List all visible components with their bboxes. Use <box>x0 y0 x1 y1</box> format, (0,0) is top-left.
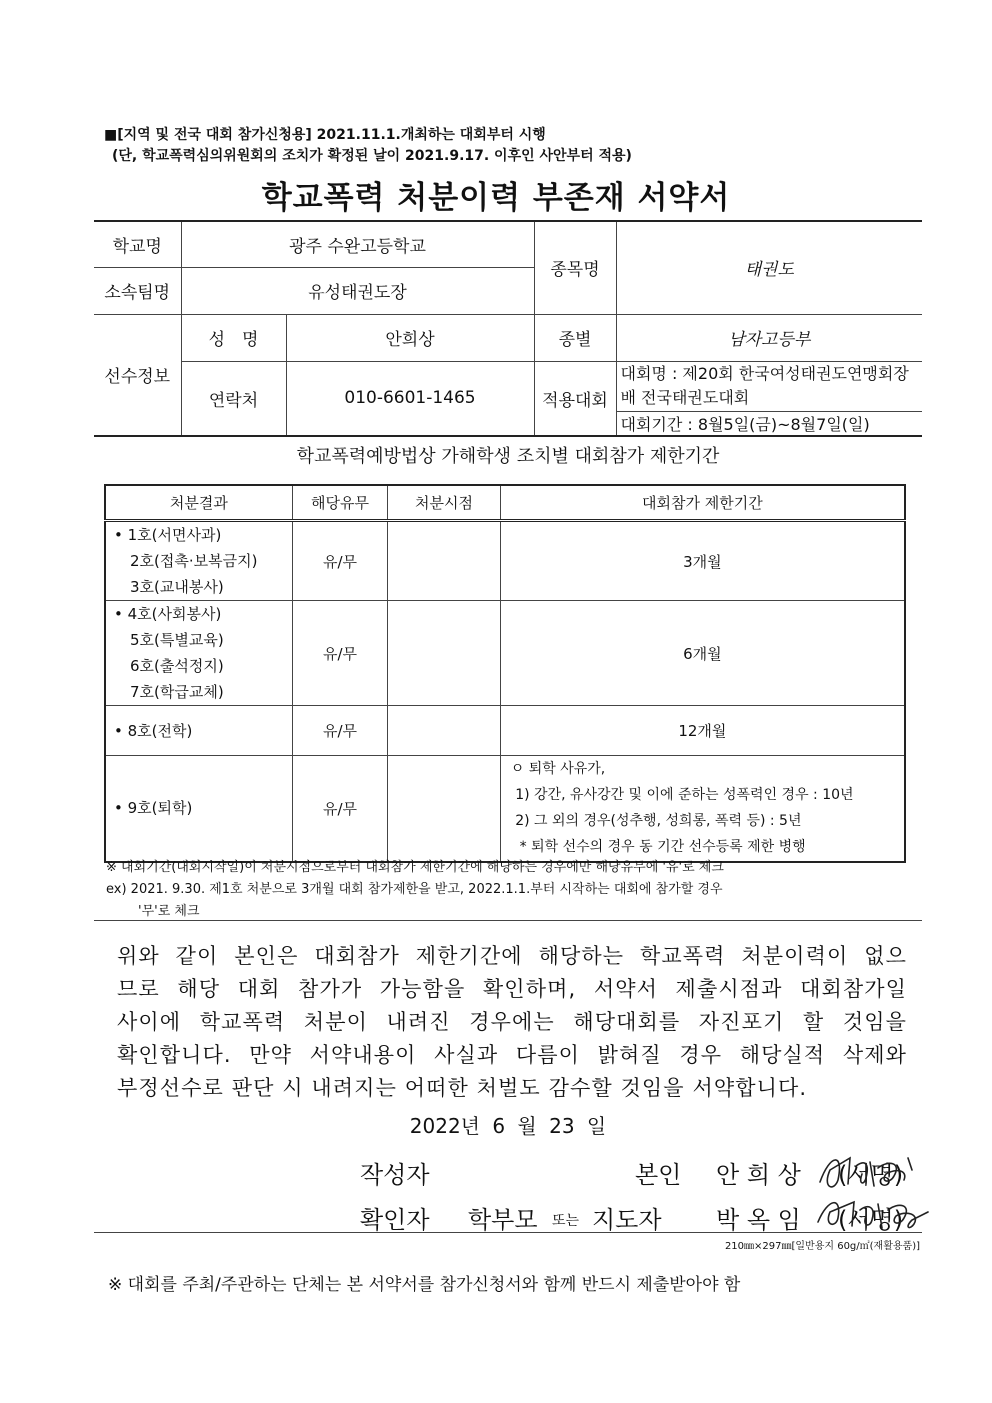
competition-label: 적용대회 <box>534 361 616 436</box>
limit-period: 3개월 <box>500 521 905 601</box>
self-label: 본인 <box>635 1161 682 1189</box>
event-value: 태권도 <box>616 221 922 314</box>
col-header-limit: 대회참가 제한기간 <box>500 485 905 521</box>
measure-item: 7호(학급교체) <box>130 683 224 701</box>
pledge-line: 부정선수로 판단 시 내려지는 어떠한 처벌도 감수할 것임을 서약합니다. <box>117 1076 808 1100</box>
applies-checkbox[interactable]: 유/무 <box>292 706 388 756</box>
expulsion-line: * 퇴학 선수의 경우 동 기간 선수등록 제한 병행 <box>510 839 806 856</box>
measure-item: • 1호(서면사과) <box>114 526 222 544</box>
event-label: 종목명 <box>534 221 616 314</box>
competition-name: 대회명 : 제20회 한국여성태권도연맹회장배 전국태권도대회 <box>616 361 922 411</box>
header-note-line1: ■[지역 및 전국 대회 참가신청용] 2021.11.1.개최하는 대회부터 시행 <box>104 127 546 143</box>
signature-divider <box>94 1232 922 1233</box>
measure-item: • 4호(사회봉사) <box>114 605 222 623</box>
name-value: 안희상 <box>286 314 534 361</box>
header-note-line2: (단, 학교폭력심의위원회의 조치가 확정된 날이 2021.9.17. 이후인 사안부터 적용) <box>112 148 632 164</box>
table-row <box>105 601 905 706</box>
school-label: 학교명 <box>94 221 181 267</box>
contact-label: 연락처 <box>181 361 286 436</box>
measure-cell <box>105 521 292 601</box>
paper-spec: 210㎜×297㎜[일반용지 60g/㎡(재활용품)] <box>724 1241 920 1252</box>
measure-item: 2호(접촉·보복금지) <box>130 552 258 570</box>
category-label: 종별 <box>534 314 616 361</box>
coach-name: 박 옥 임 <box>716 1206 801 1234</box>
pledge-line: 확인합니다. 만약 서약내용이 사실과 다름이 밝혀질 경우 해당실적 삭제와 <box>117 1043 907 1067</box>
confirmer-label: 확인자 <box>360 1206 430 1234</box>
expulsion-limit-cell <box>500 756 905 862</box>
table-row <box>105 756 905 862</box>
expulsion-line: 1) 강간, 유사강간 및 이에 준하는 성폭력인 경우 : 10년 <box>510 787 854 804</box>
player-info-label: 선수정보 <box>94 314 181 436</box>
or-label: 또는 <box>552 1213 580 1229</box>
team-value: 유성태권도장 <box>181 267 534 314</box>
col-header-applies: 해당유무 <box>292 485 388 521</box>
document-title: 학교폭력 처분이력 부존재 서약서 <box>261 180 731 216</box>
measure-item: • 9호(퇴학) <box>114 799 193 818</box>
expulsion-line: 2) 그 외의 경우(성추행, 성희롱, 폭력 등) : 5년 <box>510 813 802 830</box>
category-value: 남자고등부 <box>616 314 922 361</box>
pledge-line: 므로 해당 대회 참가가 가능함을 확인하며, 서약서 제출시점과 대회참가일 <box>117 977 907 1001</box>
footnote-1: ※ 대회기간(대회시작일)이 처분시점으로부터 대회참가 제한기간에 해당하는 경우에만 해당유무에 '유'로 체크 <box>106 860 724 875</box>
disposition-date-cell[interactable] <box>388 706 500 756</box>
measure-cell <box>105 706 292 756</box>
table-row <box>105 521 905 601</box>
disposition-date-cell[interactable] <box>388 601 500 706</box>
parent-label: 학부모 <box>468 1206 538 1234</box>
pledge-date: 2022년 6 월 23 일 <box>409 1114 607 1138</box>
footnote-2: ex) 2021. 9.30. 제1호 처분으로 3개월 대회 참가제한을 받고, 2022.1.1.부터 시작하는 대회에 참가할 경우 <box>106 882 723 897</box>
school-value: 광주 수완고등학교 <box>181 221 534 267</box>
team-label: 소속팀명 <box>94 267 181 314</box>
divider <box>94 920 922 921</box>
coach-label: 지도자 <box>592 1206 662 1234</box>
measure-cell <box>105 756 292 862</box>
applies-checkbox[interactable]: 유/무 <box>292 601 388 706</box>
measure-cell <box>105 601 292 706</box>
disposition-date-cell[interactable] <box>388 756 500 862</box>
limit-period: 12개월 <box>500 706 905 756</box>
expulsion-line: ㅇ 퇴학 사유가, <box>510 761 606 778</box>
pledge-line: 사이에 학교폭력 처분이 내려진 경우에는 해당대회를 자진포기 할 것임을 <box>117 1010 907 1034</box>
applies-checkbox[interactable]: 유/무 <box>292 521 388 601</box>
self-name: 안 희 상 <box>716 1161 801 1189</box>
table-row <box>105 706 905 756</box>
measure-item: 6호(출석정지) <box>130 657 224 675</box>
measure-item: 5호(특별교육) <box>130 631 224 649</box>
coach-sign-label: (서명) <box>838 1206 904 1234</box>
col-header-result: 처분결과 <box>105 485 292 521</box>
player-info-table <box>94 220 922 437</box>
participation-limit-table <box>104 484 906 863</box>
name-label: 성 명 <box>181 314 286 361</box>
competition-period: 대회기간 : 8월5일(금)~8월7일(일) <box>616 411 922 436</box>
limit-period: 6개월 <box>500 601 905 706</box>
contact-value: 010-6601-1465 <box>286 361 534 436</box>
self-sign-label: (서명) <box>838 1161 904 1189</box>
col-header-date: 처분시점 <box>388 485 500 521</box>
handwritten-signature <box>808 1140 938 1235</box>
measure-item: 3호(교내봉사) <box>130 578 224 596</box>
measure-item: • 8호(전학) <box>114 721 193 740</box>
submission-notice: ※ 대회를 주최/주관하는 단체는 본 서약서를 참가신청서와 함께 반드시 제출받아야 함 <box>108 1275 741 1295</box>
disposition-date-cell[interactable] <box>388 521 500 601</box>
pledge-text <box>117 940 907 1105</box>
pledge-line: 위와 같이 본인은 대회참가 제한기간에 해당하는 학교폭력 처분이력이 없으 <box>117 944 907 968</box>
applies-checkbox[interactable]: 유/무 <box>292 756 388 862</box>
limits-subtitle: 학교폭력예방법상 가해학생 조치별 대회참가 제한기간 <box>296 446 720 467</box>
writer-label: 작성자 <box>360 1161 430 1189</box>
footnote-3: '무'로 체크 <box>138 904 200 919</box>
